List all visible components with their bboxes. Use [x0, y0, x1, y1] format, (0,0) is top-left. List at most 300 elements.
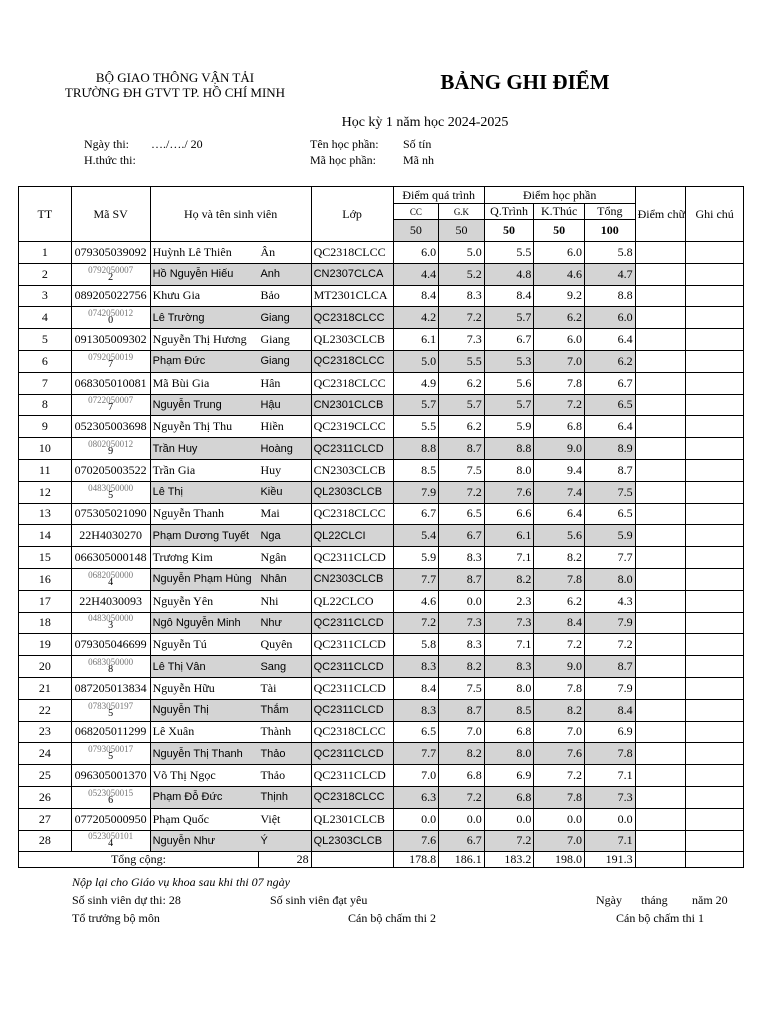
score-total: 4.7 [584, 263, 635, 285]
score-cc: 6.5 [393, 721, 439, 743]
student-id-overflow: 0793050017 [88, 745, 134, 753]
score-process: 7.1 [484, 547, 534, 569]
score-total: 4.3 [584, 590, 635, 612]
note [686, 263, 744, 285]
score-total: 8.8 [584, 285, 635, 307]
student-id: 079305046699 [71, 634, 150, 656]
score-words [635, 372, 686, 394]
row-number: 22 [19, 699, 72, 721]
row-number: 26 [19, 786, 72, 808]
score-cc: 8.4 [393, 677, 439, 699]
note [686, 765, 744, 787]
total-count: 28 [258, 852, 311, 868]
table-row [19, 612, 744, 634]
student-id-overflow: 0802050012 [88, 440, 134, 448]
student-class: CN2303CLCB [311, 459, 393, 481]
student-id: 087205013834 [71, 677, 150, 699]
student-last-name: Phạm Dương Tuyết [150, 525, 258, 547]
student-first-name: Anh [258, 263, 311, 285]
student-class: QC2311CLCD [311, 743, 393, 765]
score-total: 7.2 [584, 634, 635, 656]
exam-date-label: Ngày thi: [84, 137, 129, 151]
student-class: QC2318CLCC [311, 721, 393, 743]
student-class: QC2311CLCD [311, 677, 393, 699]
table-row [19, 677, 744, 699]
student-last-name: Nguyễn Phạm Hùng [150, 568, 258, 590]
student-class: QC2318CLCC [311, 307, 393, 329]
student-id: 068305010081 [71, 372, 150, 394]
weight-gk: 50 [439, 220, 485, 242]
score-cc: 7.9 [393, 481, 439, 503]
score-words [635, 765, 686, 787]
score-total: 5.8 [584, 242, 635, 264]
note [686, 590, 744, 612]
student-class: QL2303CLCB [311, 329, 393, 351]
student-id-overflow: 0483050000 [88, 614, 134, 622]
score-cc: 0.0 [393, 808, 439, 830]
student-id [71, 656, 150, 678]
student-first-name: Nhi [258, 590, 311, 612]
student-first-name: Ân [258, 242, 311, 264]
student-class: QC2318CLCC [311, 503, 393, 525]
score-final-exam: 7.8 [534, 372, 585, 394]
student-class: CN2307CLCA [311, 263, 393, 285]
student-class: QC2318CLCC [311, 372, 393, 394]
score-final-exam: 6.2 [534, 590, 585, 612]
student-id [71, 786, 150, 808]
score-words [635, 329, 686, 351]
student-first-name: Nga [258, 525, 311, 547]
sum-cc: 178.8 [393, 852, 439, 868]
student-first-name: Giang [258, 307, 311, 329]
student-class: CN2303CLCB [311, 568, 393, 590]
row-number: 28 [19, 830, 72, 852]
sum-words-cell [635, 852, 686, 868]
student-last-name: Lê Xuân [150, 721, 258, 743]
score-process: 6.8 [484, 786, 534, 808]
student-id [71, 699, 150, 721]
score-final-exam: 9.2 [534, 285, 585, 307]
student-first-name: Quyên [258, 634, 311, 656]
score-final-exam: 8.2 [534, 547, 585, 569]
score-words [635, 743, 686, 765]
student-last-name: Nguyễn Yên [150, 590, 258, 612]
table-row [19, 568, 744, 590]
score-process: 6.8 [484, 721, 534, 743]
score-cc: 5.8 [393, 634, 439, 656]
table-row [19, 350, 744, 372]
student-id [71, 350, 150, 372]
score-process: 0.0 [484, 808, 534, 830]
score-total: 8.4 [584, 699, 635, 721]
student-class: QL2301CLCB [311, 808, 393, 830]
score-process: 5.6 [484, 372, 534, 394]
student-first-name: Giang [258, 329, 311, 351]
col-header-gk: G.K [439, 204, 485, 220]
row-number: 8 [19, 394, 72, 416]
table-row [19, 459, 744, 481]
student-last-name: Nguyễn Tú [150, 634, 258, 656]
score-cc: 6.3 [393, 786, 439, 808]
row-number: 18 [19, 612, 72, 634]
score-gk: 7.3 [439, 329, 485, 351]
score-gk: 8.3 [439, 547, 485, 569]
student-id-overflow: 0523050015 [88, 788, 134, 796]
score-gk: 6.7 [439, 525, 485, 547]
col-header-process: Q.Trình [484, 204, 534, 220]
row-number: 24 [19, 743, 72, 765]
student-id: 079305039092 [71, 242, 150, 264]
student-id-tail: 5 [108, 489, 114, 501]
score-final-exam: 7.2 [534, 765, 585, 787]
weight-cc: 50 [393, 220, 439, 242]
score-cc: 8.8 [393, 438, 439, 460]
student-class: QC2318CLCC [311, 242, 393, 264]
row-number: 5 [19, 329, 72, 351]
score-cc: 4.6 [393, 590, 439, 612]
student-id-overflow: 0722050007 [88, 396, 134, 404]
score-process: 8.0 [484, 743, 534, 765]
score-gk: 7.5 [439, 677, 485, 699]
col-header-final-exam: K.Thúc [534, 204, 585, 220]
score-process: 7.6 [484, 481, 534, 503]
student-last-name: Phạm Quốc [150, 808, 258, 830]
note [686, 547, 744, 569]
score-words [635, 525, 686, 547]
student-class: QL2303CLCB [311, 830, 393, 852]
student-first-name: Thịnh [258, 786, 311, 808]
weight-final-exam: 50 [534, 220, 585, 242]
table-row [19, 438, 744, 460]
student-last-name: Nguyễn Như [150, 830, 258, 852]
student-last-name: Nguyễn Thị Thanh [150, 743, 258, 765]
row-number: 17 [19, 590, 72, 612]
col-header-score-words: Điểm chữ [635, 187, 686, 242]
score-total: 6.7 [584, 372, 635, 394]
row-number: 27 [19, 808, 72, 830]
row-number: 7 [19, 372, 72, 394]
grade-table [18, 186, 744, 868]
score-process: 6.7 [484, 329, 534, 351]
student-last-name: Nguyễn Thị Hương [150, 329, 258, 351]
student-first-name: Ý [258, 830, 311, 852]
table-row [19, 481, 744, 503]
student-class: QC2311CLCD [311, 438, 393, 460]
student-first-name: Thắm [258, 699, 311, 721]
score-process: 5.5 [484, 242, 534, 264]
row-number: 2 [19, 263, 72, 285]
score-final-exam: 7.2 [534, 394, 585, 416]
note [686, 830, 744, 852]
score-cc: 4.2 [393, 307, 439, 329]
sum-gk: 186.1 [439, 852, 485, 868]
score-cc: 8.5 [393, 459, 439, 481]
ministry-name: BỘ GIAO THÔNG VẬN TẢI [95, 70, 255, 85]
date-month: tháng [641, 893, 668, 907]
table-row [19, 242, 744, 264]
document-title: BẢNG GHI ĐIỂM [440, 70, 610, 94]
student-id: 068205011299 [71, 721, 150, 743]
grader-1-signature: Cán bộ chấm thi 1 [616, 911, 704, 925]
row-number: 10 [19, 438, 72, 460]
score-cc: 7.2 [393, 612, 439, 634]
student-id-overflow: 0792050019 [88, 352, 134, 360]
student-id [71, 438, 150, 460]
row-number: 21 [19, 677, 72, 699]
student-class: QC2311CLCD [311, 547, 393, 569]
score-process: 5.7 [484, 394, 534, 416]
date-day: Ngày [596, 893, 622, 907]
score-final-exam: 0.0 [534, 808, 585, 830]
score-process: 8.8 [484, 438, 534, 460]
row-number: 1 [19, 242, 72, 264]
student-id-tail: 7 [108, 402, 114, 414]
score-gk: 7.2 [439, 307, 485, 329]
score-words [635, 590, 686, 612]
note [686, 568, 744, 590]
score-process: 8.0 [484, 459, 534, 481]
score-total: 6.5 [584, 503, 635, 525]
table-row [19, 765, 744, 787]
table-row [19, 263, 744, 285]
student-last-name: Khưu Gia [150, 285, 258, 307]
score-total: 5.9 [584, 525, 635, 547]
student-first-name: Bảo [258, 285, 311, 307]
score-final-exam: 7.8 [534, 568, 585, 590]
student-id: 066305000148 [71, 547, 150, 569]
note [686, 656, 744, 678]
row-number: 20 [19, 656, 72, 678]
score-final-exam: 7.0 [534, 350, 585, 372]
student-last-name: Nguyễn Thị Thu [150, 416, 258, 438]
student-id-overflow: 0683050000 [88, 658, 134, 666]
date-year: năm 20 [692, 893, 728, 907]
score-words [635, 350, 686, 372]
student-last-name: Hồ Nguyễn Hiếu [150, 263, 258, 285]
student-class: QC2311CLCD [311, 612, 393, 634]
score-gk: 5.0 [439, 242, 485, 264]
student-id-tail: 4 [108, 838, 114, 850]
note [686, 285, 744, 307]
student-class: QC2318CLCC [311, 786, 393, 808]
row-number: 4 [19, 307, 72, 329]
score-words [635, 612, 686, 634]
sum-final-exam: 198.0 [534, 852, 585, 868]
score-process: 8.2 [484, 568, 534, 590]
note [686, 350, 744, 372]
col-header-note: Ghi chú [686, 187, 744, 242]
total-class-cell [311, 852, 393, 868]
score-process: 8.3 [484, 656, 534, 678]
score-total: 8.0 [584, 568, 635, 590]
score-gk: 8.7 [439, 568, 485, 590]
student-last-name: Trương Kim [150, 547, 258, 569]
score-gk: 7.2 [439, 481, 485, 503]
row-number: 15 [19, 547, 72, 569]
student-first-name: Hân [258, 372, 311, 394]
student-last-name: Lê Trường [150, 307, 258, 329]
score-words [635, 830, 686, 852]
student-id-tail: 7 [108, 358, 114, 370]
student-last-name: Nguyễn Thị [150, 699, 258, 721]
sum-note-cell [686, 852, 744, 868]
score-words [635, 394, 686, 416]
score-final-exam: 7.0 [534, 721, 585, 743]
score-cc: 7.6 [393, 830, 439, 852]
student-class: QC2319CLCC [311, 416, 393, 438]
table-row [19, 372, 744, 394]
student-first-name: Hiền [258, 416, 311, 438]
row-number: 6 [19, 350, 72, 372]
credits-label: Số tín [403, 137, 432, 151]
student-id-tail: 2 [108, 271, 114, 283]
ministry-heading [40, 70, 310, 100]
exam-date-value: …./…./ 20 [151, 137, 203, 151]
score-gk: 8.2 [439, 743, 485, 765]
score-words [635, 263, 686, 285]
score-gk: 6.7 [439, 830, 485, 852]
student-id: 22H4030270 [71, 525, 150, 547]
student-id-tail: 5 [108, 707, 114, 719]
student-id [71, 743, 150, 765]
note [686, 329, 744, 351]
student-first-name: Hậu [258, 394, 311, 416]
student-id-overflow: 0523050101 [88, 832, 134, 840]
score-words [635, 808, 686, 830]
student-id-overflow: 0742050012 [88, 309, 134, 317]
score-gk: 6.8 [439, 765, 485, 787]
score-final-exam: 9.4 [534, 459, 585, 481]
note [686, 699, 744, 721]
table-row [19, 285, 744, 307]
score-words [635, 481, 686, 503]
score-final-exam: 4.6 [534, 263, 585, 285]
semester-line: Học kỳ 1 năm học 2024-2025 [341, 115, 509, 130]
score-final-exam: 6.4 [534, 503, 585, 525]
attended-count: Số sinh viên dự thi: 28 [72, 893, 181, 907]
student-class: QC2311CLCD [311, 765, 393, 787]
student-id [71, 612, 150, 634]
note [686, 721, 744, 743]
row-number: 19 [19, 634, 72, 656]
score-total: 7.8 [584, 743, 635, 765]
student-id-overflow: 0483050000 [88, 483, 134, 491]
student-id-overflow: 0682050000 [88, 570, 134, 578]
note [686, 808, 744, 830]
student-first-name: Thảo [258, 743, 311, 765]
student-id-tail: 8 [108, 664, 114, 676]
score-total: 0.0 [584, 808, 635, 830]
score-words [635, 699, 686, 721]
student-last-name: Trần Huy [150, 438, 258, 460]
student-class: CN2301CLCB [311, 394, 393, 416]
submission-note: Nộp lại cho Giáo vụ khoa sau khi thi 07 ngày [72, 875, 290, 889]
score-total: 6.2 [584, 350, 635, 372]
student-first-name: Huy [258, 459, 311, 481]
score-final-exam: 8.2 [534, 699, 585, 721]
grader-2-signature: Cán bộ chấm thi 2 [348, 911, 436, 925]
score-process: 6.1 [484, 525, 534, 547]
score-cc: 5.7 [393, 394, 439, 416]
score-gk: 6.2 [439, 372, 485, 394]
score-process: 5.3 [484, 350, 534, 372]
score-total: 7.9 [584, 677, 635, 699]
row-number: 16 [19, 568, 72, 590]
student-id: 077205000950 [71, 808, 150, 830]
student-id-tail: 9 [108, 446, 114, 458]
student-last-name: Mã Bùi Gia [150, 372, 258, 394]
table-row [19, 394, 744, 416]
col-header-student-id: Mã SV [71, 187, 150, 242]
table-row [19, 416, 744, 438]
score-cc: 7.7 [393, 568, 439, 590]
student-id-tail: 6 [108, 794, 114, 806]
weight-total: 100 [584, 220, 635, 242]
score-cc: 4.9 [393, 372, 439, 394]
table-row [19, 547, 744, 569]
note [686, 416, 744, 438]
score-total: 7.1 [584, 765, 635, 787]
score-process: 7.3 [484, 612, 534, 634]
score-process: 5.7 [484, 307, 534, 329]
score-words [635, 438, 686, 460]
score-cc: 4.4 [393, 263, 439, 285]
student-last-name: Phạm Đỗ Đức [150, 786, 258, 808]
score-cc: 6.1 [393, 329, 439, 351]
score-process: 2.3 [484, 590, 534, 612]
score-process: 7.2 [484, 830, 534, 852]
student-class: QL2303CLCB [311, 481, 393, 503]
student-id [71, 394, 150, 416]
group-header-final-score: Điểm học phần [484, 187, 635, 204]
student-last-name: Lê Thị [150, 481, 258, 503]
score-process: 8.5 [484, 699, 534, 721]
table-row [19, 743, 744, 765]
col-header-total: Tổng [584, 204, 635, 220]
score-cc: 8.3 [393, 656, 439, 678]
col-header-class: Lớp [311, 187, 393, 242]
score-total: 8.7 [584, 656, 635, 678]
course-code-label: Mã học phần: [310, 153, 376, 167]
student-id-tail: 5 [108, 751, 114, 763]
student-id [71, 830, 150, 852]
score-final-exam: 7.8 [534, 677, 585, 699]
score-cc: 6.7 [393, 503, 439, 525]
table-row [19, 590, 744, 612]
student-id [71, 263, 150, 285]
score-total: 7.3 [584, 786, 635, 808]
score-total: 7.1 [584, 830, 635, 852]
student-first-name: Việt [258, 808, 311, 830]
note [686, 307, 744, 329]
score-final-exam: 7.8 [534, 786, 585, 808]
grade-table-body [19, 242, 744, 852]
score-final-exam: 7.2 [534, 634, 585, 656]
student-id [71, 481, 150, 503]
total-label: Tổng cộng: [19, 852, 259, 868]
score-words [635, 568, 686, 590]
col-header-student-name: Họ và tên sinh viên [150, 187, 311, 242]
score-process: 6.6 [484, 503, 534, 525]
student-last-name: Nguyễn Trung [150, 394, 258, 416]
student-first-name: Tài [258, 677, 311, 699]
sum-process: 183.2 [484, 852, 534, 868]
table-row [19, 721, 744, 743]
student-first-name: Sang [258, 656, 311, 678]
student-first-name: Thảo [258, 765, 311, 787]
row-number: 23 [19, 721, 72, 743]
table-row [19, 307, 744, 329]
